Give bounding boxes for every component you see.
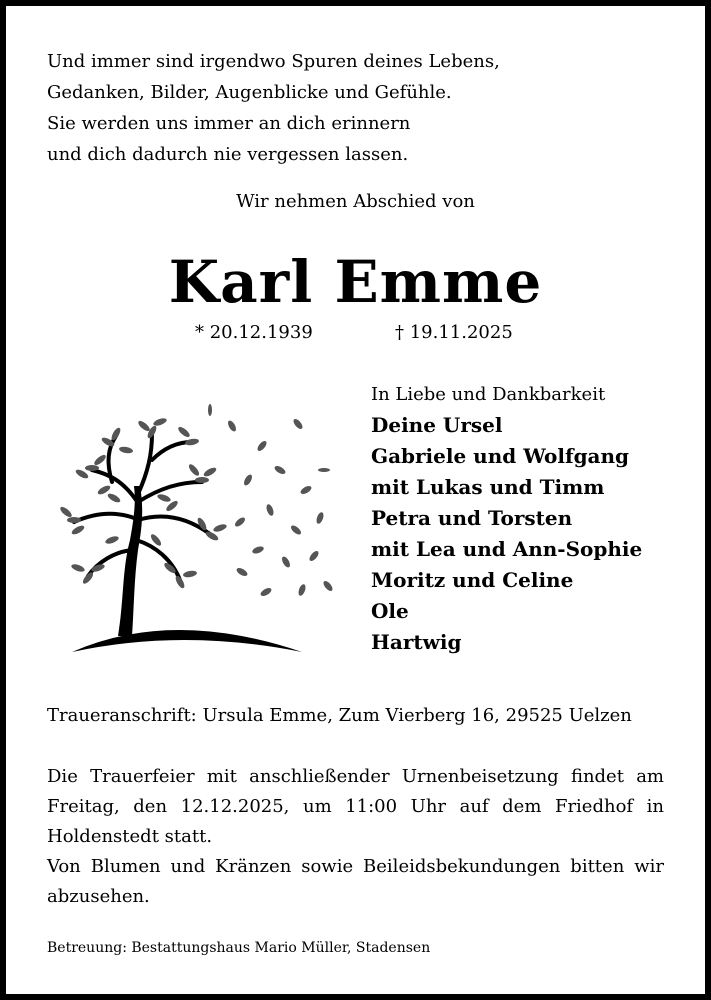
flowers-note: Von Blumen und Kränzen sowie Beileidsbekundungen bitten wir abzusehen. — [47, 856, 664, 907]
poem-line: Gedanken, Bilder, Augenblicke und Gefühle. — [47, 82, 452, 103]
family-member: Ole — [371, 599, 409, 623]
death-date: † 19.11.2025 — [395, 322, 513, 343]
farewell-intro: Wir nehmen Abschied von — [236, 191, 475, 212]
funeral-home: Betreuung: Bestattungshaus Mario Müller, Stadensen — [47, 940, 431, 956]
family-member: Deine Ursel — [371, 413, 503, 437]
ceremony-details: Die Trauerfeier mit anschließender Urnenbeisetzung findet am Freitag, den 12.12.2025, um 11:00 Uhr auf dem Friedhof in Holdenstedt statt. — [47, 766, 664, 847]
poem-line: Sie werden uns immer an dich erinnern — [47, 113, 411, 134]
family-member: mit Lukas und Timm — [371, 475, 605, 499]
family-member: Hartwig — [371, 630, 462, 654]
mourning-address: Traueranschrift: Ursula Emme, Zum Vierberg 16, 29525 Uelzen — [47, 705, 632, 726]
poem-line: Und immer sind irgendwo Spuren deines Lebens, — [47, 51, 500, 72]
poem — [47, 46, 500, 170]
family-lead: In Liebe und Dankbarkeit — [371, 384, 606, 405]
family-block — [371, 379, 642, 658]
deceased-name: Karl Emme — [168, 248, 543, 316]
family-member: Petra und Torsten — [371, 506, 573, 530]
poem-line: und dich dadurch nie vergessen lassen. — [47, 144, 409, 165]
obituary-notice — [6, 6, 705, 994]
family-member: mit Lea und Ann-Sophie — [371, 537, 643, 561]
tree-icon — [52, 390, 334, 660]
birth-date: * 20.12.1939 — [195, 322, 313, 343]
family-member: Gabriele und Wolfgang — [371, 444, 630, 468]
family-member: Moritz und Celine — [371, 568, 574, 592]
ceremony-info — [47, 762, 664, 912]
